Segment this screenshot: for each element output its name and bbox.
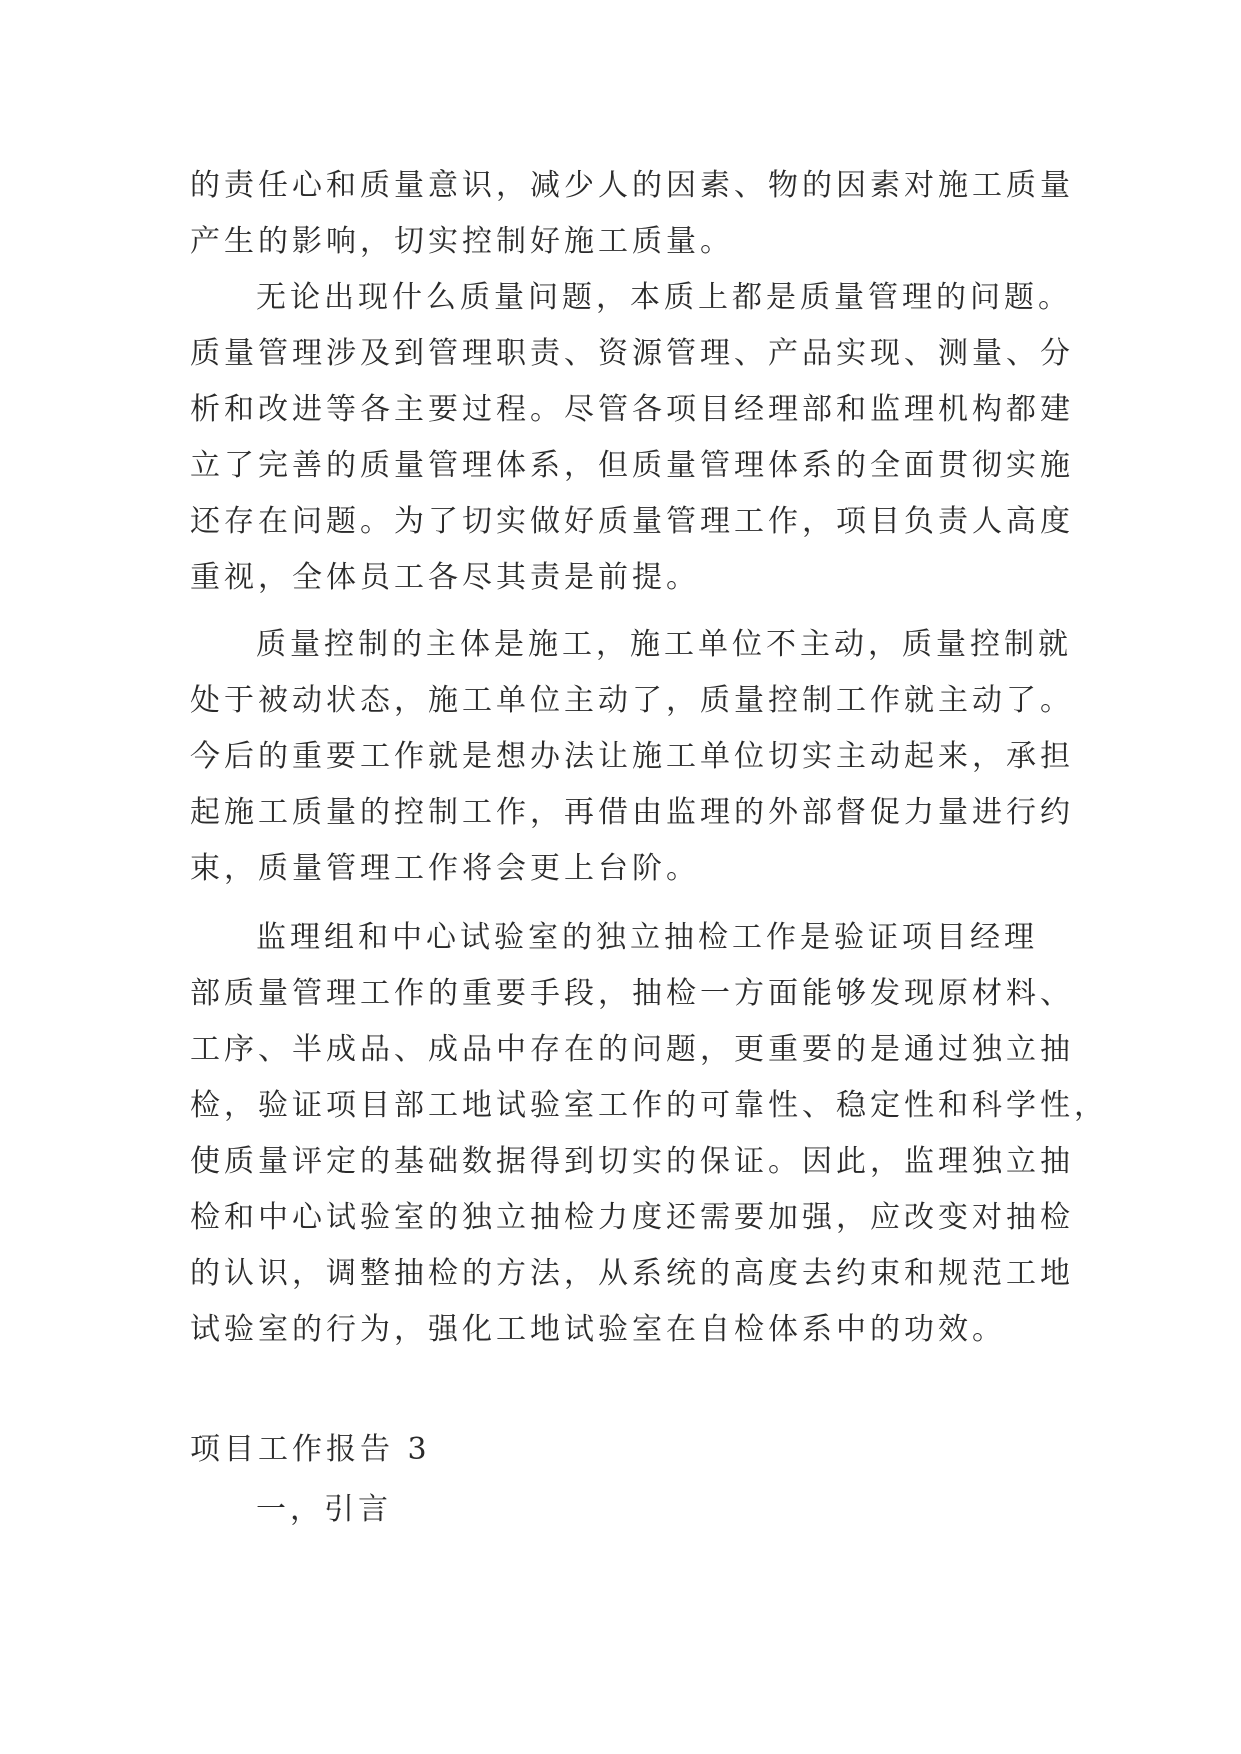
text-line: 检，验证项目部工地试验室工作的可靠性、稳定性和科学性， [190,1088,1108,1123]
text-line: 今后的重要工作就是想办法让施工单位切实主动起来，承担 [190,739,1074,774]
text-line: 析和改进等各主要过程。尽管各项目经理部和监理机构都建 [190,392,1074,427]
text-line: 处于被动状态，施工单位主动了，质量控制工作就主动了。 [190,683,1074,718]
subsection-heading: 一，引言 [256,1492,392,1527]
text-line: 产生的影响，切实控制好施工质量。 [190,224,734,259]
text-line: 使质量评定的基础数据得到切实的保证。因此，监理独立抽 [190,1144,1074,1179]
text-line: 还存在问题。为了切实做好质量管理工作，项目负责人高度 [190,504,1074,539]
text-line: 检和中心试验室的独立抽检力度还需要加强，应改变对抽检 [190,1200,1074,1235]
text-line: 束，质量管理工作将会更上台阶。 [190,851,700,886]
text-line: 试验室的行为，强化工地试验室在自检体系中的功效。 [190,1312,1006,1347]
text-line: 工序、半成品、成品中存在的问题，更重要的是通过独立抽 [190,1032,1074,1067]
text-line: 起施工质量的控制工作，再借由监理的外部督促力量进行约 [190,795,1074,830]
paragraph-start-line: 无论出现什么质量问题，本质上都是质量管理的问题。 [256,280,1072,315]
paragraph-start-line: 监理组和中心试验室的独立抽检工作是验证项目经理 [256,920,1038,955]
section-heading: 项目工作报告 3 [190,1432,431,1467]
text-line: 部质量管理工作的重要手段，抽检一方面能够发现原材料、 [190,976,1074,1011]
text-line: 的责任心和质量意识，减少人的因素、物的因素对施工质量 [190,168,1074,203]
text-line: 立了完善的质量管理体系，但质量管理体系的全面贯彻实施 [190,448,1074,483]
text-line: 的认识，调整抽检的方法，从系统的高度去约束和规范工地 [190,1256,1074,1291]
paragraph-start-line: 质量控制的主体是施工，施工单位不主动，质量控制就 [256,627,1072,662]
text-line: 重视，全体员工各尽其责是前提。 [190,560,700,595]
text-line: 质量管理涉及到管理职责、资源管理、产品实现、测量、分 [190,336,1074,371]
